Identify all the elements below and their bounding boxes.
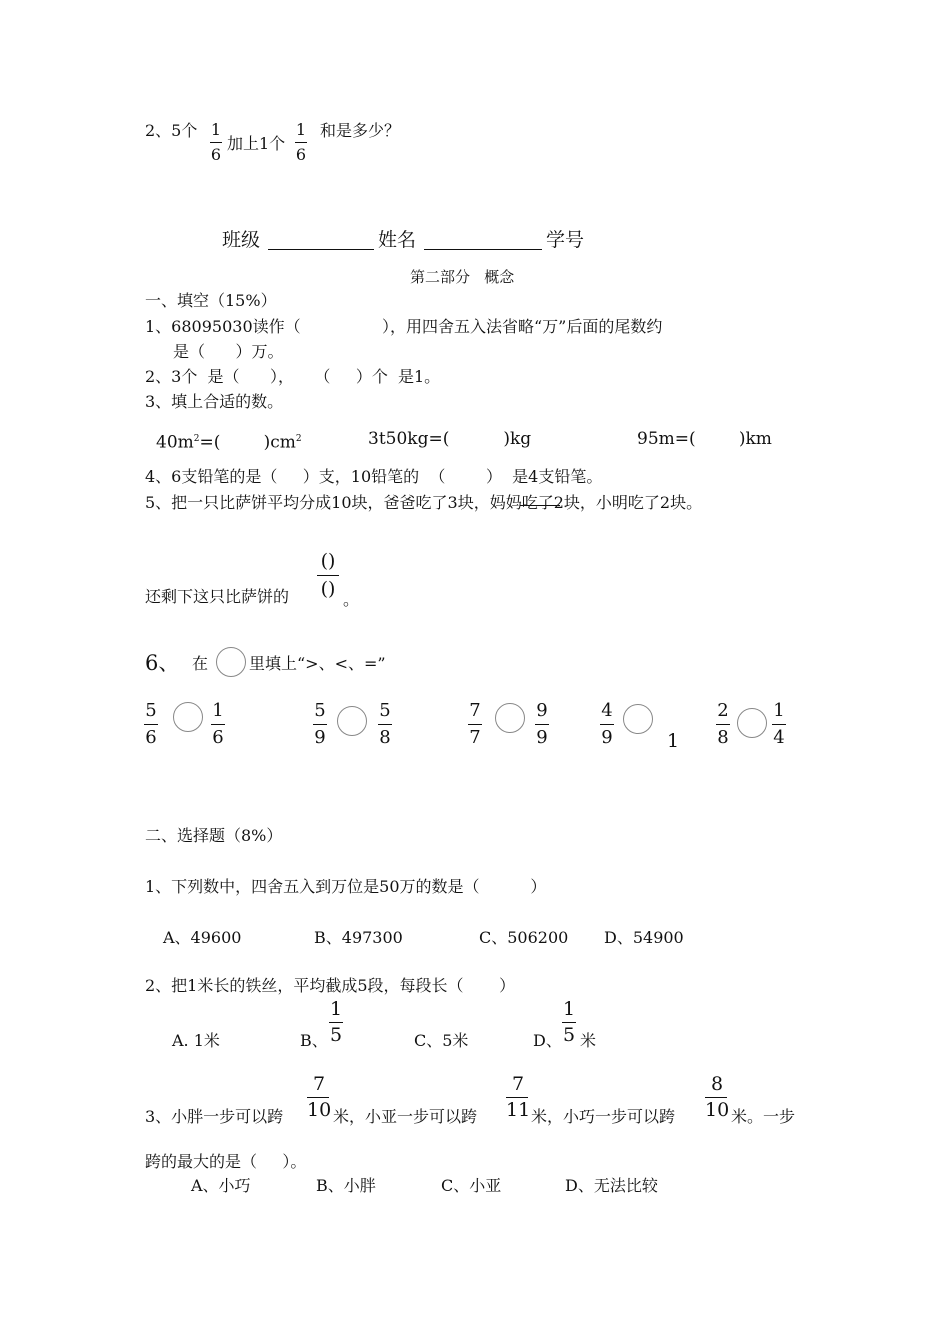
fraction-denominator: () — [320, 578, 336, 600]
part-title: 第二部分 概念 — [410, 268, 515, 286]
question-6-post: 里填上“>、<、=” — [249, 654, 386, 673]
fraction-denominator: 6 — [295, 145, 307, 164]
question-1-line1: 1、68095030读作（ ），用四舍五入法省略“万”后面的尾数约 — [145, 317, 663, 336]
compare-fraction: 4 9 — [601, 700, 613, 748]
fraction-8-10: 8 10 — [705, 1073, 730, 1121]
option-d-label[interactable]: D、 — [533, 1031, 562, 1050]
top-question-prefix: 2、5个 — [145, 121, 198, 140]
name-blank — [424, 249, 542, 250]
class-label: 班级 — [222, 229, 261, 251]
name-label: 姓名 — [378, 229, 417, 251]
choice-question-2: 2、把1米长的铁丝，平均截成5段，每段长（ ） — [145, 976, 516, 995]
fraction-numerator: 1 — [295, 120, 307, 139]
compare-circle[interactable] — [623, 704, 653, 734]
choice-question-3-part2: 米，小亚一步可以跨 — [333, 1107, 478, 1126]
question-6-pre: 在 — [192, 654, 209, 673]
compare-fraction: 1 6 — [212, 700, 224, 748]
choice-question-1: 1、下列数中，四舍五入到万位是50万的数是（ ） — [145, 877, 547, 896]
compare-whole-number: 1 — [667, 730, 680, 752]
option-b[interactable]: B、497300 — [314, 928, 403, 947]
option-b[interactable]: B、小胖 — [316, 1176, 376, 1195]
top-fraction-1 — [210, 122, 222, 163]
compare-fraction: 1 4 — [773, 700, 785, 748]
blank-fraction — [317, 552, 339, 599]
unit-conversion-c: 95m=( )km — [637, 429, 772, 449]
compare-fraction: 2 8 — [717, 700, 729, 748]
answer-circle-icon — [216, 647, 246, 677]
compare-circle[interactable] — [495, 703, 525, 733]
section1-title: 一、填空（15%） — [145, 291, 277, 310]
top-question-suffix: 和是多少？ — [320, 121, 401, 140]
class-blank — [268, 249, 374, 250]
question-3: 3、填上合适的数。 — [145, 392, 284, 411]
compare-fraction: 5 6 — [145, 700, 157, 748]
fraction-numerator: () — [320, 550, 336, 572]
option-a[interactable]: A、小巧 — [191, 1176, 251, 1195]
question-2: 2、3个 是（ ）， （ ）个 是1。 — [145, 367, 441, 386]
question-5-end: 。 — [343, 590, 360, 609]
compare-fraction: 7 7 — [469, 700, 481, 748]
question-6-number: 6、 — [145, 651, 180, 675]
question-4: 4、6支铅笔的是（ ）支，10铅笔的 （ ） 是4支铅笔。 — [145, 467, 603, 486]
option-d[interactable]: D、54900 — [604, 928, 684, 947]
fraction-denominator: 6 — [210, 145, 222, 164]
compare-circle[interactable] — [737, 708, 767, 738]
fraction-7-10: 7 10 — [307, 1073, 332, 1121]
compare-circle[interactable] — [173, 702, 203, 732]
option-a[interactable]: A、49600 — [163, 928, 242, 947]
option-a[interactable]: A. 1米 — [172, 1031, 220, 1050]
question-1-line2: 是（ ）万。 — [173, 342, 284, 361]
option-d[interactable]: D、无法比较 — [565, 1176, 658, 1195]
choice-question-3-part4: 米。一步 — [731, 1107, 796, 1126]
unit-conversion-a: $40m^2=$( )$cm^2$ — [156, 432, 302, 453]
id-label: 学号 — [546, 229, 585, 251]
strike-mark — [520, 505, 560, 506]
option-d-unit: 米 — [580, 1031, 597, 1050]
section2-title: 二、选择题（8%） — [145, 826, 283, 845]
unit-conversion-b: 3t50kg=( )kg — [368, 429, 532, 449]
fraction-7-11: 7 11 — [506, 1073, 531, 1121]
option-c[interactable]: C、小亚 — [441, 1176, 502, 1195]
option-c[interactable]: C、506200 — [479, 928, 569, 947]
question-5: 5、把一只比萨饼平均分成10块，爸爸吃了3块，妈妈吃了2块，小明吃了2块。 — [145, 493, 703, 512]
choice-question-3-part1: 3、小胖一步可以跨 — [145, 1107, 284, 1126]
fraction-numerator: 1 — [210, 120, 222, 139]
compare-fraction: 5 8 — [379, 700, 391, 748]
compare-circle[interactable] — [337, 706, 367, 736]
choice-question-3-part3: 米，小巧一步可以跨 — [531, 1107, 676, 1126]
top-fraction-2 — [295, 122, 307, 163]
option-b-label[interactable]: B、 — [300, 1031, 328, 1050]
compare-fraction: 5 9 — [314, 700, 326, 748]
compare-fraction: 9 9 — [536, 700, 548, 748]
question-5-continuation: 还剩下这只比萨饼的 — [145, 587, 290, 606]
top-question-middle: 加上1个 — [227, 134, 286, 153]
option-c[interactable]: C、5米 — [414, 1031, 469, 1050]
choice-question-3-line2: 跨的最大的是（ ）。 — [145, 1152, 307, 1171]
option-d-fraction: 1 5 — [562, 998, 576, 1046]
option-b-fraction: 1 5 — [329, 998, 343, 1046]
